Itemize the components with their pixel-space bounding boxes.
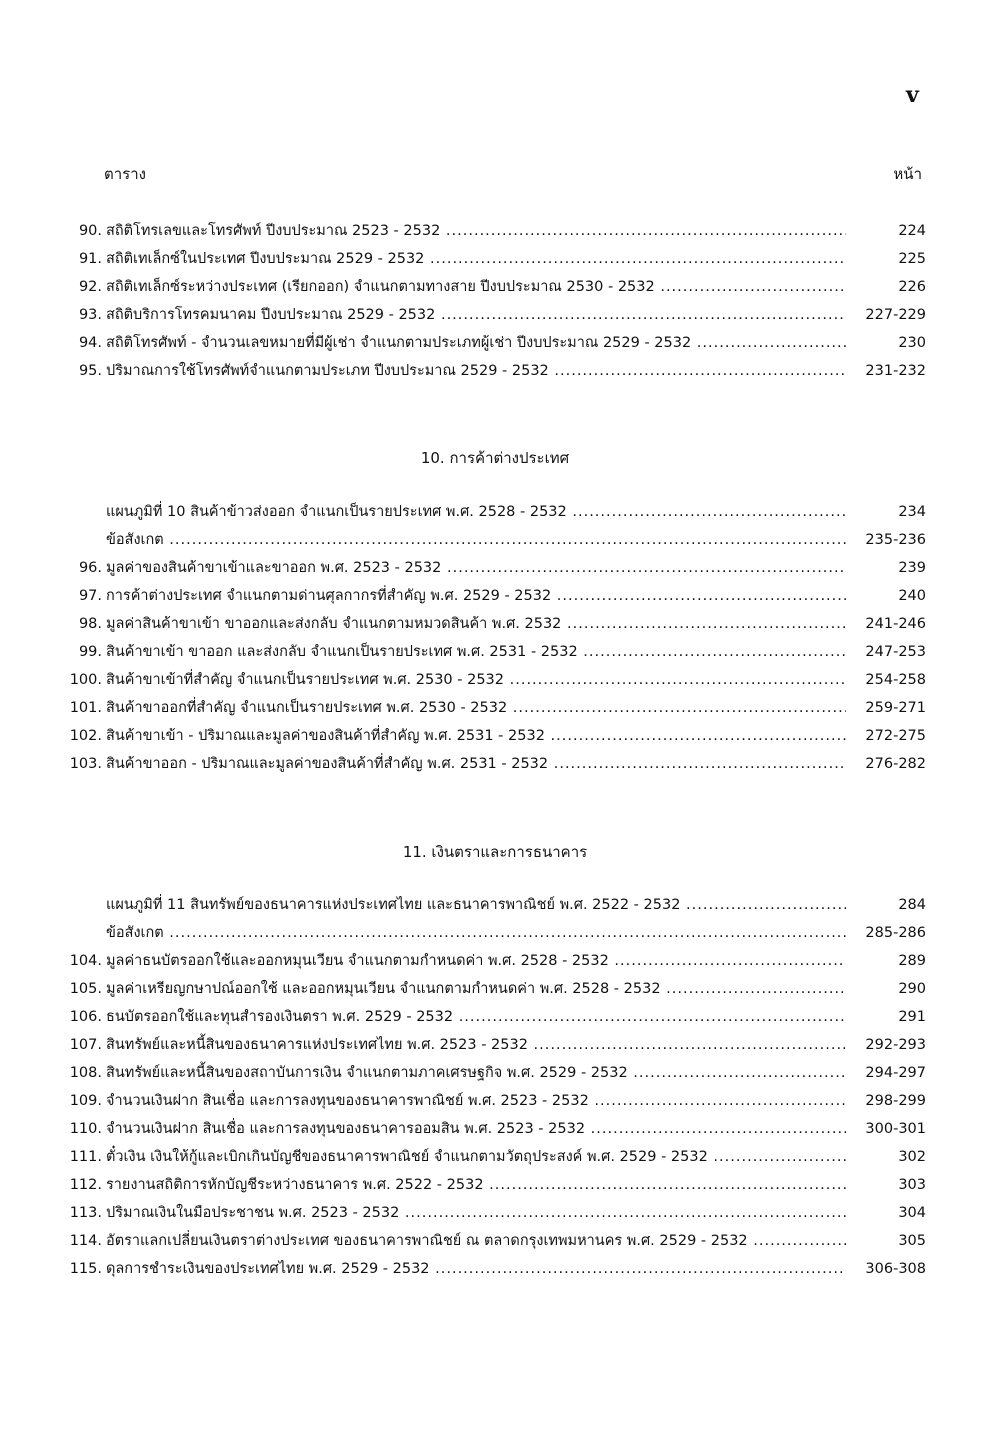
toc-entry-pages: 304 — [846, 1199, 926, 1227]
toc-entry-title: สถิติเทเล็กซ์ในประเทศ ปีงบประมาณ 2529 - 2532 ..... — [106, 245, 846, 273]
toc-entry — [62, 694, 926, 722]
toc-entry-title: ปริมาณการใช้โทรศัพท์จำแนกตามประเภท ปีงบประมาณ 2529 - 2532 ..... — [106, 357, 846, 385]
toc-entry-pages: 285-286 — [846, 919, 926, 947]
toc-entry-pages: 306-308 — [846, 1255, 926, 1283]
toc-entry-title: สินค้าขาเข้าที่สำคัญ จำแนกเป็นรายประเทศ พ.ศ. 2530 - 2532 ..... — [106, 666, 846, 694]
toc-entry — [62, 722, 926, 750]
toc-entry-number: 100. — [69, 672, 102, 688]
toc-entry-pages: 290 — [846, 975, 926, 1003]
toc-entry-number: 99. — [78, 644, 102, 660]
toc-entry — [62, 1003, 926, 1031]
toc-entry-title: สินทรัพย์และหนี้สินของธนาคารแห่งประเทศไทย พ.ศ. 2523 - 2532 ..... — [106, 1031, 846, 1059]
toc-entry — [62, 1171, 926, 1199]
toc-entry-title: แผนภูมิที่ 11 สินทรัพย์ของธนาคารแห่งประเทศไทย และธนาคารพาณิชย์ พ.ศ. 2522 - 2532 ..... — [106, 891, 846, 919]
toc-entry-title: มูลค่าของสินค้าขาเข้าและขาออก พ.ศ. 2523 - 2532 ..... — [106, 554, 846, 582]
toc-entry-title: มูลค่าธนบัตรออกใช้และออกหมุนเวียน จำแนกตามกำหนดค่า พ.ศ. 2528 - 2532 ..... — [106, 947, 846, 975]
toc-entry-pages: 225 — [846, 245, 926, 273]
toc-entry-pages: 303 — [846, 1171, 926, 1199]
toc-entry — [62, 1227, 926, 1255]
toc-entry-title: สินค้าขาออก - ปริมาณและมูลค่าของสินค้าที่สำคัญ พ.ศ. 2531 - 2532 ..... — [106, 750, 846, 778]
toc-entry-pages: 259-271 — [846, 694, 926, 722]
toc-entry-number: 112. — [69, 1177, 102, 1193]
toc-entry — [62, 1199, 926, 1227]
toc-entry — [62, 357, 926, 385]
toc-entry-title: สินทรัพย์และหนี้สินของสถาบันการเงิน จำแนกตามภาคเศรษฐกิจ พ.ศ. 2529 - 2532 ..... — [106, 1059, 846, 1087]
toc-entry-pages: 226 — [846, 273, 926, 301]
toc-entry-number: 91. — [78, 251, 102, 267]
toc-entry — [62, 582, 926, 610]
toc-entry-number: 110. — [69, 1121, 102, 1137]
toc-entry-pages: 276-282 — [846, 750, 926, 778]
toc-entry-pages: 241-246 — [846, 610, 926, 638]
toc-entry-title: สินค้าขาเข้า ขาออก และส่งกลับ จำแนกเป็นรายประเทศ พ.ศ. 2531 - 2532 ..... — [106, 638, 846, 666]
toc-entry — [62, 750, 926, 778]
toc-entry-pages: 234 — [846, 498, 926, 526]
toc-entry-number: 98. — [78, 616, 102, 632]
toc-entry-number: 115. — [69, 1261, 102, 1277]
toc-entry — [62, 1143, 926, 1171]
toc-entry-number: 109. — [69, 1093, 102, 1109]
toc-entry — [62, 947, 926, 975]
toc-entry-number: 108. — [69, 1065, 102, 1081]
toc-entry-pages: 230 — [846, 329, 926, 357]
toc-entry-number: 114. — [69, 1233, 102, 1249]
toc-entry-pages: 302 — [846, 1143, 926, 1171]
toc-entry — [62, 273, 926, 301]
toc-entry-title: จำนวนเงินฝาก สินเชื่อ และการลงทุนของธนาคารออมสิน พ.ศ. 2523 - 2532 ..... — [106, 1115, 846, 1143]
toc-entry — [62, 1115, 926, 1143]
toc-entry-pages: 284 — [846, 891, 926, 919]
section-title-money-banking: 11. เงินตราและการธนาคาร — [402, 843, 588, 861]
toc-entry-title: มูลค่าเหรียญกษาปณ์ออกใช้ และออกหมุนเวียน จำแนกตามกำหนดค่า พ.ศ. 2528 - 2532 ..... — [106, 975, 846, 1003]
toc-entry-title: ตั๋วเงิน เงินให้กู้และเบิกเกินบัญชีของธนาคารพาณิชย์ จำแนกตามวัตถุประสงค์ พ.ศ. 2529 - 2532 ..... — [106, 1143, 846, 1171]
toc-entry-title: ปริมาณเงินในมือประชาชน พ.ศ. 2523 - 2532 ..... — [106, 1199, 846, 1227]
toc-entry-title: แผนภูมิที่ 10 สินค้าข้าวส่งออก จำแนกเป็นรายประเทศ พ.ศ. 2528 - 2532 ..... — [106, 498, 846, 526]
toc-entry-number: 111. — [69, 1149, 102, 1165]
toc-group-money-banking — [62, 891, 926, 1283]
toc-entry-title: สถิติเทเล็กซ์ระหว่างประเทศ (เรียกออก) จำแนกตามทางสาย ปีงบประมาณ 2530 - 2532 ..... — [106, 273, 846, 301]
toc-entry-pages: 239 — [846, 554, 926, 582]
toc-entry-pages: 227-229 — [846, 301, 926, 329]
toc-entry — [62, 554, 926, 582]
toc-entry-number: 97. — [78, 588, 102, 604]
toc-entry-title: การค้าต่างประเทศ จำแนกตามด่านศุลกากรที่สำคัญ พ.ศ. 2529 - 2532 ..... — [106, 582, 846, 610]
toc-entry-number: 93. — [78, 307, 102, 323]
toc-entry-pages: 240 — [846, 582, 926, 610]
toc-entry-number: 92. — [78, 279, 102, 295]
toc-entry-number: 101. — [69, 700, 102, 716]
toc-entry — [62, 1031, 926, 1059]
toc-entry-number: 94. — [78, 335, 102, 351]
toc-entry — [62, 498, 926, 526]
toc-entry — [62, 1255, 926, 1283]
toc-entry — [62, 329, 926, 357]
toc-entry-number: 95. — [78, 363, 102, 379]
toc-group-foreign-trade — [62, 498, 926, 778]
toc-entry-pages: 247-253 — [846, 638, 926, 666]
toc-entry-pages: 254-258 — [846, 666, 926, 694]
toc-entry-number: 106. — [69, 1009, 102, 1025]
toc-entry-pages: 231-232 — [846, 357, 926, 385]
toc-entry-number: 102. — [69, 728, 102, 744]
toc-entry-pages: 235-236 — [846, 526, 926, 554]
toc-entry-number: 104. — [69, 953, 102, 969]
toc-entry-title: ธนบัตรออกใช้และทุนสำรองเงินตรา พ.ศ. 2529 - 2532 ..... — [106, 1003, 846, 1031]
toc-entry-pages: 300-301 — [846, 1115, 926, 1143]
toc-entry-title: จำนวนเงินฝาก สินเชื่อ และการลงทุนของธนาคารพาณิชย์ พ.ศ. 2523 - 2532 ..... — [106, 1087, 846, 1115]
toc-entry — [62, 610, 926, 638]
page-column-header: หน้า — [893, 165, 922, 183]
toc-entry — [62, 891, 926, 919]
toc-entry — [62, 526, 926, 554]
toc-entry — [62, 245, 926, 273]
toc-entry — [62, 301, 926, 329]
toc-entry-title: สถิติบริการโทรคมนาคม ปีงบประมาณ 2529 - 2532 ..... — [106, 301, 846, 329]
toc-entry-title: อัตราแลกเปลี่ยนเงินตราต่างประเทศ ของธนาคารพาณิชย์ ณ ตลาดกรุงเทพมหานคร พ.ศ. 2529 - 2532 ..... — [106, 1227, 846, 1255]
toc-entry-title: ข้อสังเกต ..... — [106, 526, 846, 554]
toc-entry-title: สถิติโทรศัพท์ - จำนวนเลขหมายที่มีผู้เช่า จำแนกตามประเภทผู้เช่า ปีงบประมาณ 2529 - 2532 ..... — [106, 329, 846, 357]
toc-entry-title: ข้อสังเกต ..... — [106, 919, 846, 947]
toc-entry-pages: 224 — [846, 217, 926, 245]
toc-entry-pages: 291 — [846, 1003, 926, 1031]
toc-entry-title: มูลค่าสินค้าขาเข้า ขาออกและส่งกลับ จำแนกตามหมวดสินค้า พ.ศ. 2532 ..... — [106, 610, 846, 638]
toc-entry-pages: 294-297 — [846, 1059, 926, 1087]
toc-entry-number: 113. — [69, 1205, 102, 1221]
toc-entry-pages: 298-299 — [846, 1087, 926, 1115]
toc-entry-title: สินค้าขาเข้า - ปริมาณและมูลค่าของสินค้าที่สำคัญ พ.ศ. 2531 - 2532 ..... — [106, 722, 846, 750]
page-number: v — [906, 82, 919, 108]
section-title-foreign-trade: 10. การค้าต่างประเทศ — [420, 449, 570, 467]
toc-entry — [62, 919, 926, 947]
toc-entry-pages: 272-275 — [846, 722, 926, 750]
toc-entry — [62, 638, 926, 666]
toc-entry-pages: 292-293 — [846, 1031, 926, 1059]
toc-entry — [62, 666, 926, 694]
toc-group-telecom — [62, 217, 926, 385]
toc-entry — [62, 1059, 926, 1087]
toc-entry-title: สินค้าขาออกที่สำคัญ จำแนกเป็นรายประเทศ พ.ศ. 2530 - 2532 ..... — [106, 694, 846, 722]
toc-entry — [62, 217, 926, 245]
toc-entry-number: 107. — [69, 1037, 102, 1053]
toc-entry — [62, 975, 926, 1003]
toc-entry-number: 96. — [78, 560, 102, 576]
toc-entry-pages: 289 — [846, 947, 926, 975]
toc-entry-pages: 305 — [846, 1227, 926, 1255]
toc-entry-title: สถิติโทรเลขและโทรศัพท์ ปีงบประมาณ 2523 - 2532 ..... — [106, 217, 846, 245]
toc-entry-title: ดุลการชำระเงินของประเทศไทย พ.ศ. 2529 - 2532 ..... — [106, 1255, 846, 1283]
toc-entry-number: 90. — [78, 223, 102, 239]
table-column-header: ตาราง — [104, 165, 146, 183]
toc-entry-number: 105. — [69, 981, 102, 997]
toc-entry-title: รายงานสถิติการหักบัญชีระหว่างธนาคาร พ.ศ. 2522 - 2532 ..... — [106, 1171, 846, 1199]
toc-entry — [62, 1087, 926, 1115]
toc-entry-number: 103. — [69, 756, 102, 772]
